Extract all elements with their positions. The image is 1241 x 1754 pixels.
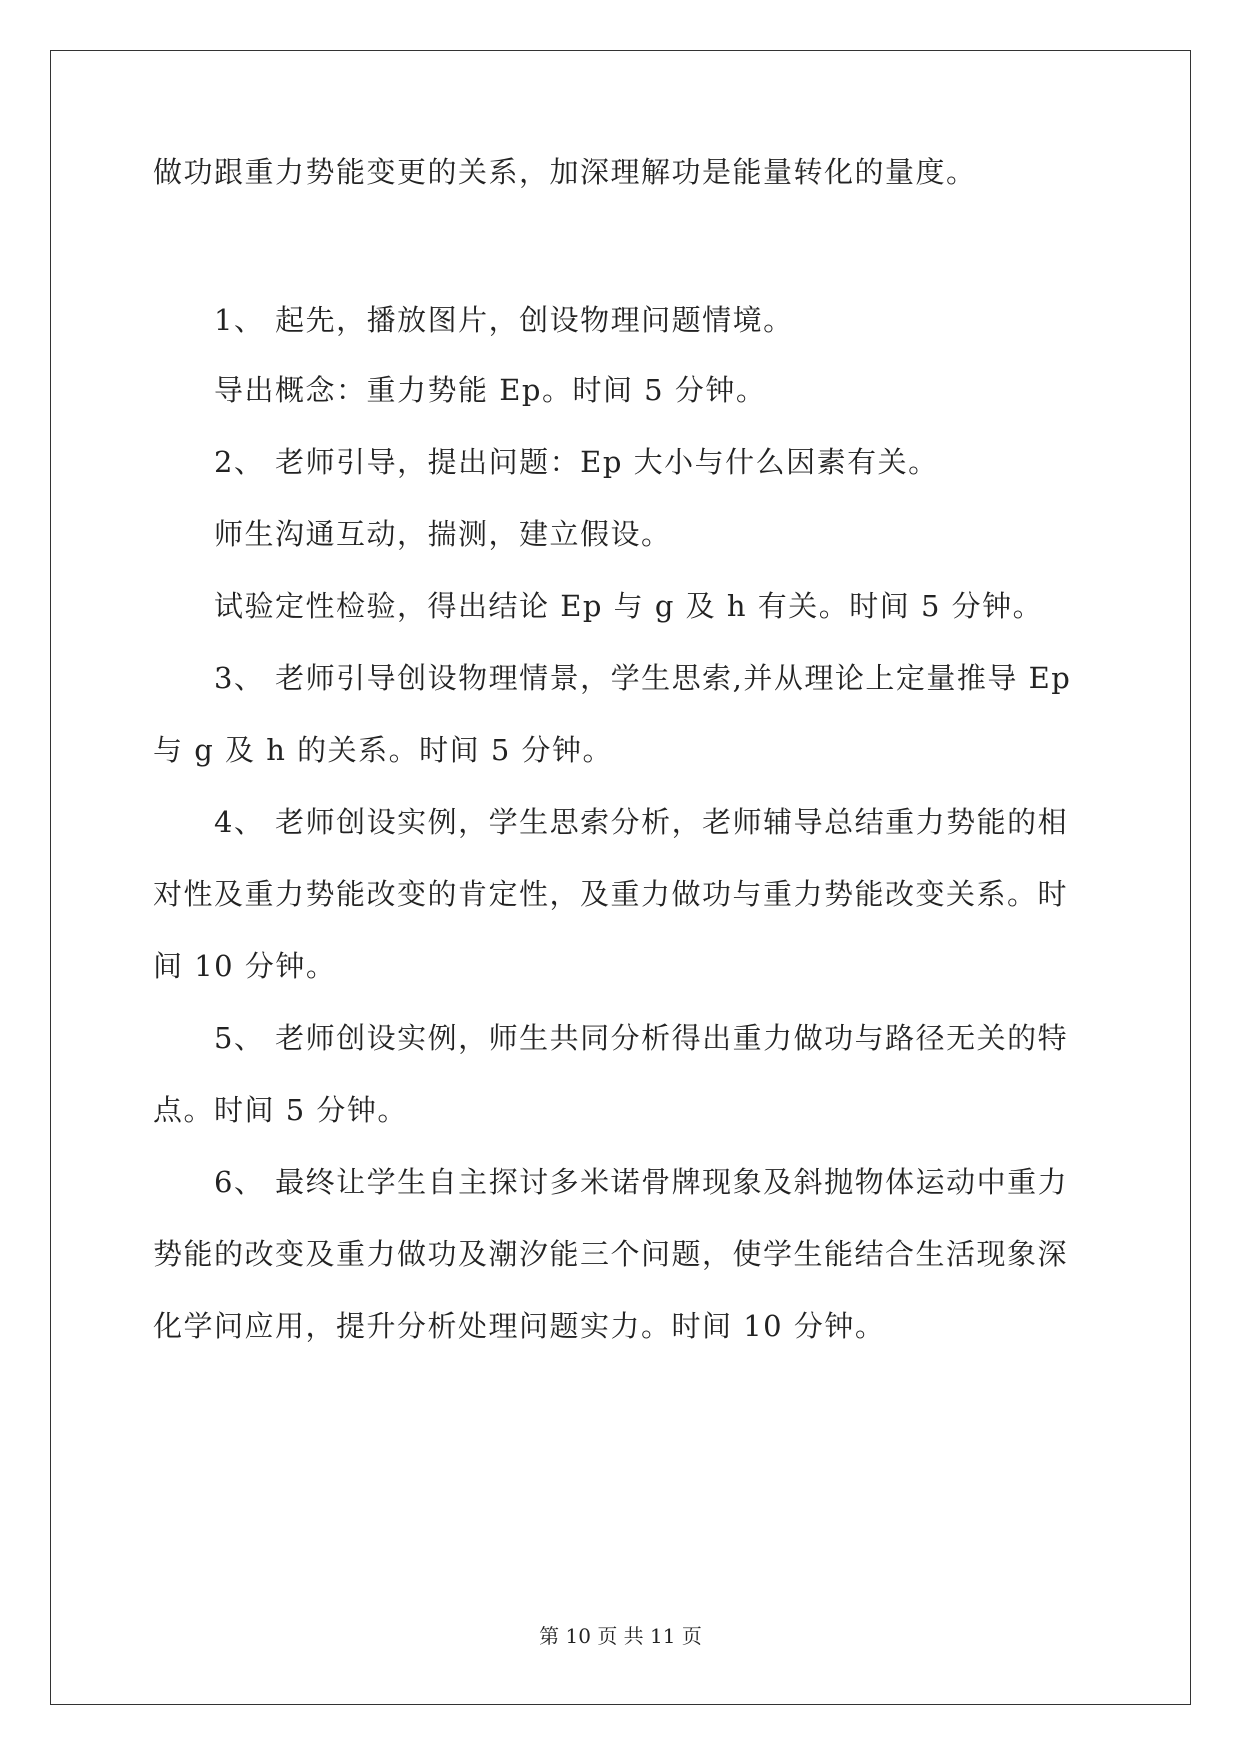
text-line: 2、 老师引导，提出问题：Ep 大小与什么因素有关。 <box>214 445 939 479</box>
text-line: 师生沟通互动，揣测，建立假设。 <box>214 517 672 551</box>
text-line: 做功跟重力势能变更的关系，加深理解功是能量转化的量度。 <box>153 155 977 189</box>
text-line: 1、 起先，播放图片，创设物理问题情境。 <box>214 303 794 337</box>
text-line: 3、 老师引导创设物理情景，学生思索,并从理论上定量推导 Ep <box>214 661 1072 695</box>
page-number-footer: 第 10 页 共 11 页 <box>539 1624 702 1648</box>
text-line: 点。时间 5 分钟。 <box>153 1093 408 1127</box>
text-line: 与 g 及 h 的关系。时间 5 分钟。 <box>153 733 614 767</box>
text-line: 化学问应用，提升分析处理问题实力。时间 10 分钟。 <box>153 1309 886 1343</box>
text-line: 6、 最终让学生自主探讨多米诺骨牌现象及斜抛物体运动中重力 <box>214 1165 1069 1199</box>
text-line: 对性及重力势能改变的肯定性，及重力做功与重力势能改变关系。时 <box>153 877 1069 911</box>
text-line: 间 10 分钟。 <box>153 949 337 983</box>
text-line: 势能的改变及重力做功及潮汐能三个问题，使学生能结合生活现象深 <box>153 1237 1069 1271</box>
text-line: 导出概念：重力势能 Ep。时间 5 分钟。 <box>214 373 767 407</box>
text-line: 试验定性检验，得出结论 Ep 与 g 及 h 有关。时间 5 分钟。 <box>214 589 1044 623</box>
text-line: 5、 老师创设实例，师生共同分析得出重力做功与路径无关的特 <box>214 1021 1069 1055</box>
text-line: 4、 老师创设实例，学生思索分析，老师辅导总结重力势能的相 <box>214 805 1069 839</box>
